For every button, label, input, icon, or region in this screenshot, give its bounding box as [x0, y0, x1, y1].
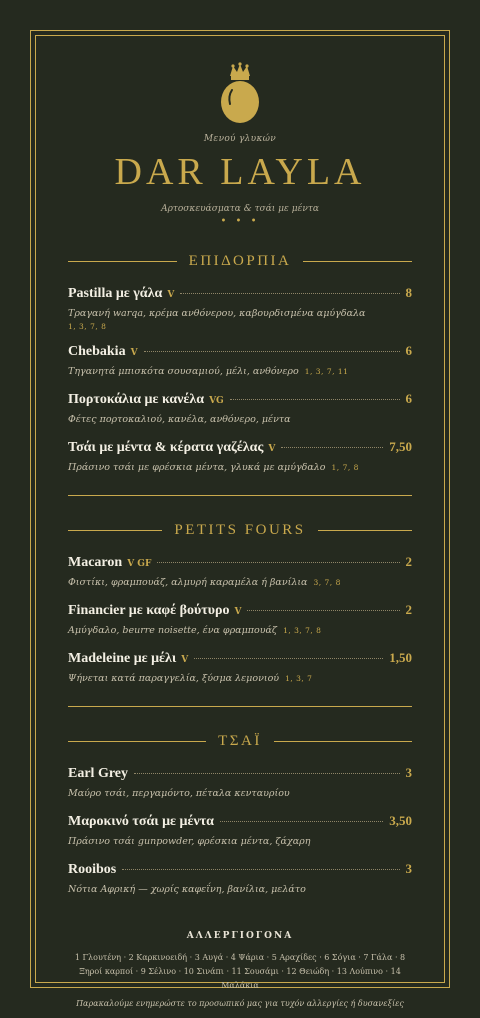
- heading-rule-left: [68, 261, 177, 262]
- item-description: [68, 672, 412, 686]
- menu-item: [68, 813, 412, 849]
- allergens-list: 1 Γλουτένη · 2 Καρκινοειδή · 3 Αυγά · 4 Ψάρια · 5 Αραχίδες · 6 Σόγια · 7 Γάλα · 8 Ξηροί καρποί · 9 Σέλινο · 10 Σινάπι · 11 Σουσάμι · 12 Θειώδη · 13 Λούπινο · 14 Μαλάκια: [74, 953, 406, 990]
- menu-content: [68, 60, 412, 1008]
- menu-item-row: [68, 813, 412, 830]
- item-description: [68, 365, 412, 379]
- item-name: Rooibos: [68, 862, 117, 877]
- dot-leader: [144, 351, 400, 352]
- menu-item: [68, 650, 412, 686]
- item-description: [68, 835, 412, 849]
- dot-leader: [134, 773, 399, 774]
- dot-leader: [157, 562, 399, 563]
- allergen-codes: 1, 3, 7: [285, 674, 313, 683]
- item-name: Madeleine με μέλι: [68, 651, 177, 666]
- menu-item: [68, 285, 412, 331]
- item-price: 3: [405, 861, 412, 876]
- diet-tag: V: [167, 290, 175, 300]
- menu-section: [68, 518, 412, 707]
- heading-rule-left: [68, 741, 206, 742]
- allergen-codes: 3, 7, 8: [313, 578, 341, 587]
- item-description: [68, 307, 412, 321]
- section-title: PETITS FOURS: [174, 521, 306, 538]
- menu-item: [68, 861, 412, 897]
- tagline: Αρτοσκευάσματα & τσάι με μέντα: [161, 204, 319, 214]
- description-text: Ψήνεται κατά παραγγελία, ξύσμα λεμονιού: [68, 673, 280, 684]
- allergen-codes: 1, 3, 7, 8: [68, 322, 107, 331]
- allergens-block: [68, 931, 412, 1008]
- menu-section: [68, 729, 412, 897]
- item-price: 6: [405, 343, 412, 358]
- item-price: 2: [405, 602, 412, 617]
- description-text: Τηγανητά μπισκότα σουσαμιού, μέλι, ανθόνερο: [68, 366, 299, 377]
- menu-subtitle: Μενού γλυκών: [203, 134, 277, 144]
- menu-item-row: [68, 861, 412, 878]
- item-name: Chebakia: [68, 344, 126, 359]
- menu-item: [68, 391, 412, 427]
- diet-tag: VG: [209, 396, 224, 406]
- menu-item-row: [68, 343, 412, 360]
- heading-rule-right: [303, 261, 412, 262]
- heading-rule-left: [68, 530, 162, 531]
- menu-item-row: [68, 602, 412, 619]
- description-text: Αμύγδαλο, beurre noisette, ένα φραμπουάζ: [68, 625, 278, 636]
- diet-tag: V: [130, 348, 138, 358]
- item-price: 8: [405, 285, 412, 300]
- section-title: ΤΣΑΪ: [218, 732, 262, 749]
- item-price: 3,50: [389, 813, 412, 828]
- heading-rule-right: [274, 741, 412, 742]
- dot-leader: [194, 658, 383, 659]
- restaurant-name: DAR LAYLA: [114, 151, 366, 193]
- description-text: Φέτες πορτοκαλιού, κανέλα, ανθόνερο, μέντα: [68, 414, 291, 425]
- menu-item-row: [68, 650, 412, 667]
- item-name: Earl Grey: [68, 766, 129, 781]
- menu-sections: [68, 249, 412, 897]
- menu-item: [68, 554, 412, 590]
- menu-item-row: [68, 554, 412, 571]
- diet-tag: V: [181, 655, 189, 665]
- description-text: Πράσινο τσάι με φρέσκια μέντα, γλυκά με αμύγδαλο: [68, 462, 326, 473]
- menu-item: [68, 343, 412, 379]
- menu-item-row: [68, 285, 412, 302]
- item-price: 7,50: [389, 439, 412, 454]
- item-name: Τσάι με μέντα & κέρατα γαζέλας: [68, 440, 264, 455]
- item-description: [68, 787, 412, 801]
- description-text: Μαύρο τσάι, περγαμόντο, πέταλα κενταυρίου: [68, 788, 290, 799]
- section-heading: [68, 518, 412, 542]
- description-text: Νότια Αφρική — χωρίς καφεΐνη, βανίλια, μελάτο: [68, 884, 306, 895]
- section-heading: [68, 249, 412, 273]
- diet-tag: V GF: [127, 559, 152, 569]
- item-description: [68, 576, 412, 590]
- item-name: Μαροκινό τσάι με μέντα: [68, 814, 214, 829]
- item-description: [68, 624, 412, 638]
- menu-item-row: [68, 439, 412, 456]
- item-name: Pastilla με γάλα: [68, 286, 163, 301]
- diet-tag: V: [234, 607, 242, 617]
- section-heading: [68, 729, 412, 753]
- description-text: Πράσινο τσάι gunpowder, φρέσκια μέντα, ζάχαρη: [68, 836, 311, 847]
- section-title: ΕΠΙΔΟΡΠΙΑ: [188, 252, 292, 269]
- item-description: [68, 413, 412, 427]
- heading-rule-right: [318, 530, 412, 531]
- menu-header: [68, 60, 412, 227]
- allergens-note: Παρακαλούμε ενημερώστε το προσωπικό μας για τυχόν αλλεργίες ή δυσανεξίες: [76, 999, 404, 1008]
- menu-item: [68, 439, 412, 475]
- dot-leader: [247, 610, 399, 611]
- item-name: Πορτοκάλια με κανέλα: [68, 392, 205, 407]
- dot-leader: [220, 821, 383, 822]
- allergen-codes: 1, 3, 7, 8: [283, 626, 322, 635]
- allergens-heading: ΑΛΛΕΡΓΙΟΓΟΝΑ: [186, 931, 294, 941]
- diet-tag: V: [268, 444, 276, 454]
- item-name: Financier με καφέ βούτυρο: [68, 603, 230, 618]
- menu-item: [68, 602, 412, 638]
- item-description: [68, 883, 412, 897]
- item-price: 3: [405, 765, 412, 780]
- menu-item-row: [68, 391, 412, 408]
- item-price: 2: [405, 554, 412, 569]
- dot-leader: [230, 399, 400, 400]
- allergen-codes: 1, 7, 8: [331, 463, 359, 472]
- allergen-codes: 1, 3, 7, 11: [304, 367, 349, 376]
- item-price: 1,50: [389, 650, 412, 665]
- description-text: Φιστίκι, φραμπουάζ, αλμυρή καραμέλα ή βανίλια: [68, 577, 308, 588]
- ornament-dots: • • •: [220, 216, 260, 227]
- item-name: Macaron: [68, 555, 123, 570]
- item-price: 6: [405, 391, 412, 406]
- section-divider: [68, 495, 412, 496]
- description-text: Τραγανή warqa, κρέμα ανθόνερου, καβουρδισμένα αμύγδαλα: [68, 308, 366, 319]
- dot-leader: [180, 293, 399, 294]
- menu-section: [68, 249, 412, 496]
- item-description: [68, 461, 412, 475]
- dot-leader: [281, 447, 383, 448]
- crowned-pomegranate-icon: [218, 60, 262, 128]
- section-divider: [68, 706, 412, 707]
- menu-item: [68, 765, 412, 801]
- menu-item-row: [68, 765, 412, 782]
- dot-leader: [122, 869, 399, 870]
